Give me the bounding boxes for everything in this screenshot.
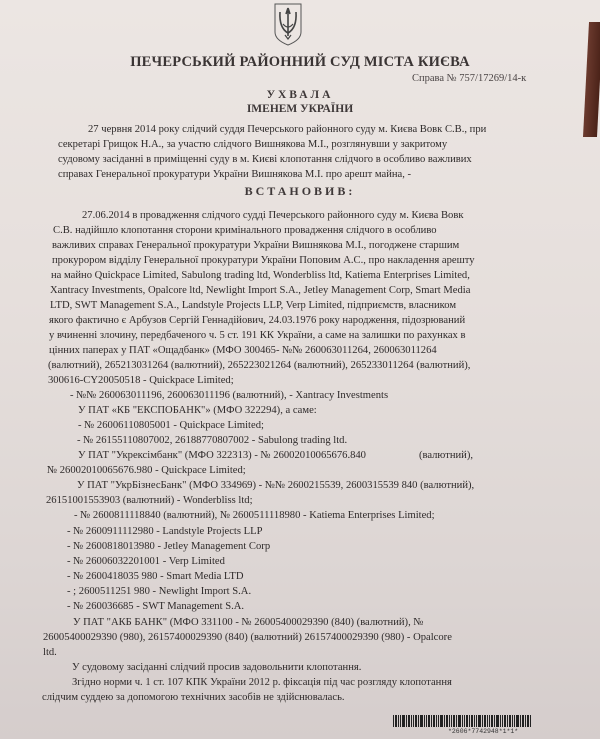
body-line: важливих справах Генеральної прокуратури України Вишнякова М.І., погоджене старшим (52, 240, 460, 251)
court-title: ПЕЧЕРСЬКИЙ РАЙОННИЙ СУД МІСТА КИЄВА (130, 54, 470, 70)
closing-line: У судовому засіданні слідчий просив задовольнити клопотання. (72, 662, 362, 673)
account-line: У ПАТ "УкрБізнесБанк" (МФО 334969) - №№ 2600215539, 2600315539 840 (валютний), (77, 480, 475, 491)
body-line: LTD, SWT Management S.A., Landstyle Projects LLP, Verp Limited, підприємств, власником (50, 300, 457, 311)
account-line: У ПАТ "Укрексімбанк" (МФО 322313) - № 26002010065676.840 (валютний), (78, 450, 474, 461)
account-line: - № 2600818013980 - Jetley Management Corp (67, 541, 271, 552)
akb-line: 26005400029390 (980), 26157400029390 (840) (валютний) 26157400029390 (980) - Opalcore (43, 632, 452, 643)
account-line: 26151001553903 (валютний) - Wonderbliss ltd; (46, 495, 253, 506)
body-line: 300616-CY20050518 - Quickpace Limited; (48, 375, 234, 386)
account-line: - № 26006110805001 - Quickpace Limited; (78, 420, 264, 431)
body-line: на майно Quickpace Limited, Sabulong trading ltd, Wonderbliss ltd, Katiema Enterprises Limited, (51, 270, 470, 281)
body-line: 27.06.2014 в провадження слідчого судді Печерського районного суду м. Києва Вовк (82, 210, 464, 221)
account-line: - № 26006032201001 - Verp Limited (67, 556, 225, 567)
akb-line: ltd. (43, 647, 57, 658)
account-line: - № 2600811118840 (валютний), № 2600511118980 - Katiema Enterprises Limited; (74, 510, 435, 521)
intro-line: 27 червня 2014 року слідчий суддя Печерського районного суду м. Києва Вовк С.В., при (88, 124, 487, 135)
ukraine-trident-icon (273, 2, 303, 46)
heading-established: ВСТАНОВИВ: (244, 184, 356, 198)
body-line: Xantracy Investments, Opalcore ltd, Newlight Import S.A., Jetley Management Corp, Smart Media (50, 285, 471, 296)
account-line: - ; 2600511251 980 - Newlight Import S.A. (67, 586, 252, 597)
barcode (393, 715, 571, 727)
body-line: якого фактично є Арбузов Сергій Геннадійович, 24.03.1976 року народження, підозрюваний (49, 315, 466, 326)
document-subtitle: ІМЕНЕМ УКРАЇНИ (246, 103, 354, 115)
closing-line: Згідно норми ч. 1 ст. 107 КПК України 2012 р. фіксація під час розгляду клопотання (72, 677, 452, 688)
intro-line: справах Генеральної прокуратури України Вишнякова М.І. про арешт майна, - (58, 169, 412, 180)
body-line: цінних паперах у ПАТ «Ощадбанк» (МФО 300465- №№ 260063011264, 260063011264 (49, 345, 437, 356)
account-line: - № 260036685 - SWT Management S.A. (67, 601, 245, 612)
account-line: - № 2600911112980 - Landstyle Projects LLP (67, 526, 263, 537)
intro-line: судовому засіданні в приміщенні суду в м. Києві клопотання слідчого в особливо важливих (58, 154, 472, 165)
document-type: УХВАЛА (266, 89, 334, 101)
akb-line: У ПАТ "АКБ БАНК" (МФО 331100 - № 26005400029390 (840) (валютний), № (73, 617, 424, 628)
body-line: у вчиненні злочину, передбаченого ч. 5 ст. 191 КК України, а саме на залишки по рахунках в (49, 330, 466, 341)
barcode-number: *2606*7742948*1*1* (448, 728, 519, 735)
body-line: прокурором відділу Генеральної прокуратури України Поповим А.С., про накладення арешту (52, 255, 475, 266)
closing-line: слідчим суддею за допомогою технічних засобів не здійснювалась. (42, 692, 345, 703)
account-line: У ПАТ «КБ "ЕКСПОБАНК"» (МФО 322294), а саме: (78, 405, 317, 416)
account-line: - № 2600418035 980 - Smart Media LTD (67, 571, 244, 582)
account-line: № 26002010065676.980 - Quickpace Limited; (47, 465, 246, 476)
intro-line: секретарі Грищок Н.А., за участю слідчого Вишнякова М.І., розглянувши у закритому (58, 139, 448, 150)
account-line: - №№ 260063011196, 260063011196 (валютний), - Xantracy Investments (70, 390, 389, 401)
case-number: Справа № 757/17269/14-к (412, 73, 527, 84)
body-line: С.В. надійшло клопотання сторони кримінального провадження слідчого в особливо (53, 225, 437, 236)
body-line: (валютний), 265213031264 (валютний), 265223021264 (валютний), 265233011264 (валютний), (48, 360, 471, 371)
account-line: - № 26155110807002, 26188770807002 - Sabulong trading ltd. (77, 435, 348, 446)
